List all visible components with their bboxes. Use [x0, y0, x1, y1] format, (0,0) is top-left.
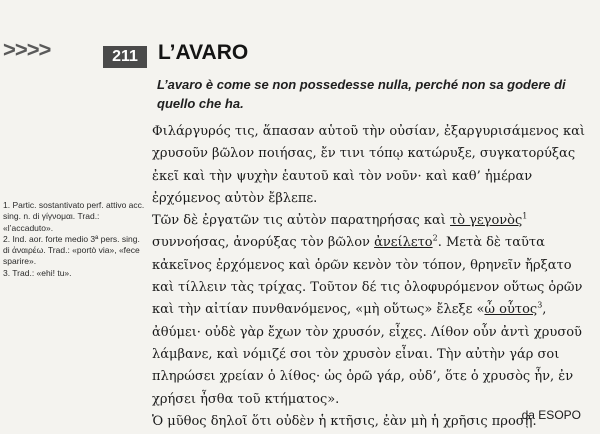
arrows-decoration: >>>>: [3, 37, 51, 62]
note-ref: 3: [537, 301, 543, 311]
source-attribution: da ESOPO: [521, 408, 581, 422]
greek-text: [152, 121, 592, 433]
footnote-2: 2. Ind. aor. forte medio 3ª pers. sing. di ἀναιρέω. Trad.: «portò via», «fece sparire».: [3, 233, 140, 267]
note-ref: 1: [522, 211, 528, 221]
text-run: Τῶν δὲ ἐργατῶν τις αὐτὸν παρατηρήσας καὶ: [152, 213, 451, 229]
glossed-term: ὦ οὗτος: [484, 302, 538, 318]
summary-text: L’avaro è come se non possedesse nulla, perché non sa godere di quello che ha.: [157, 77, 566, 111]
paragraph-2: [152, 210, 592, 411]
footnotes: [3, 200, 145, 279]
footnote-1: 1. Partic. sostantivato perf. attivo acc. sing. n. di γίγνομαι. Trad.: «l’accaduto».: [3, 200, 145, 233]
note-ref: 2: [432, 234, 438, 244]
footnote-3: 3. Trad.: «ehi! tu».: [3, 267, 72, 278]
text-run: συννοήσας, ἀνορύξας τὸν βῶλον: [152, 235, 375, 251]
exercise-title: L’AVARO: [158, 41, 249, 64]
moral-paragraph: Ὁ μῦθος δηλοῖ ὅτι οὐδὲν ἡ κτῆσις, ἐὰν μὴ ἡ χρῆσις προσῇ.: [152, 413, 537, 429]
glossed-term: ἀνείλετο: [374, 235, 433, 251]
exercise-number: 211: [103, 46, 147, 68]
glossed-term: τὸ γεγονὸς: [450, 213, 523, 229]
text-run: . Μετὰ δὲ ταῦτα κἀκεῖνος ἐρχόμενος καὶ ὁρῶν κενὸν τὸν τόπον, θρηνεῖν ἤρξατο καὶ τίλλειν τὰς τρίχας. Τοῦτον δέ τις ὀλοφυρόμενον οὕτως ὁρῶν καὶ τὴν αἰτίαν πυνθανόμενος, «μὴ οὕτως» ἔλεξε «: [152, 235, 583, 318]
text-run: , ἀθύμει· οὐδὲ γὰρ ἔχων τὸν χρυσόν, εἶχες. Λίθον οὖν ἀντὶ χρυσοῦ λάμβανε, καὶ νόμιζέ σοι τὸν χρυσὸν εἶναι. Τὴν αὐτὴν γάρ σοι πληρώσει χρείαν ὁ λίθος· ὡς ὁρῶ γάρ, οὐδ’, ὅτε ὁ χρυσὸς ἦν, ἐν χρήσει ἦσθα τοῦ κτήματος».: [152, 302, 582, 407]
paragraph-1: Φιλάργυρός τις, ἅπασαν αὑτοῦ τὴν οὐσίαν, ἐξαργυρισάμενος καὶ χρυσοῦν βῶλον ποιήσας, ἔν τινι τόπῳ κατώρυξε, συγκατορύξας ἐκεῖ καὶ τὴν ψυχὴν ἑαυτοῦ καὶ τὸν νοῦν· καὶ καθ’ ἡμέραν ἐρχόμενος αὐτὸν ἔβλεπε.: [152, 124, 585, 206]
exercise-header: [0, 37, 600, 68]
